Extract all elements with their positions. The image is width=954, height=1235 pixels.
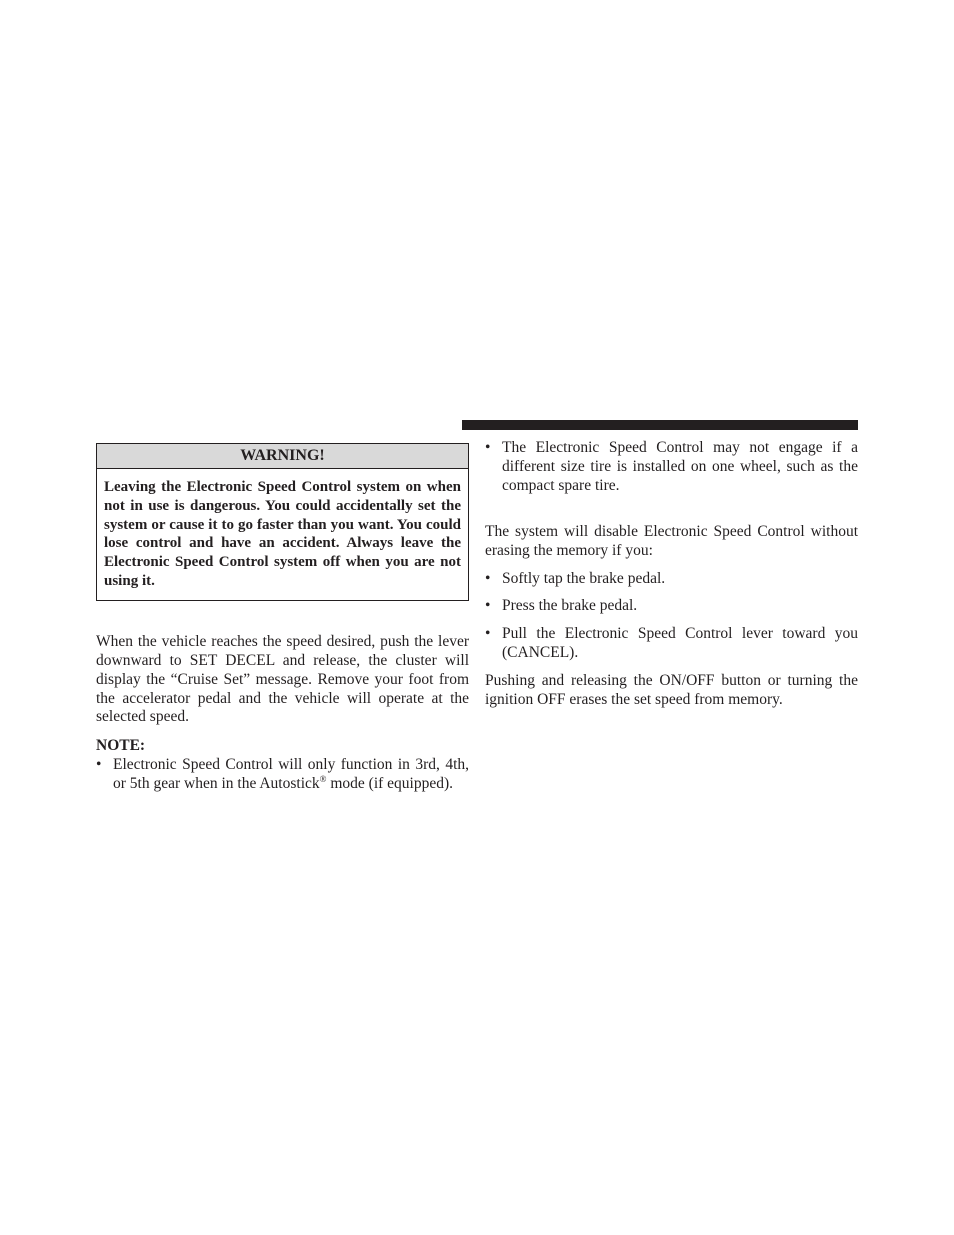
note-bullet-text: Electronic Speed Control will only function in 3rd, 4th, or 5th gear when in the Autostick (113, 756, 469, 793)
tire-note-list (485, 420, 858, 496)
section-rule (462, 420, 858, 430)
disable-list (485, 570, 858, 664)
disable-item-text: Softly tap the brake pedal. (502, 569, 666, 587)
bullet-icon: • (485, 597, 491, 615)
bullet-icon: • (485, 569, 491, 587)
warning-title: WARNING! (97, 444, 468, 469)
set-speed-paragraph: When the vehicle reaches the speed desired, push the lever downward to SET DECEL and release, the cluster will display the “Cruise Set” message. Remove your foot from the accelerator pedal and the vehicle will operate at the selected speed. (96, 632, 469, 726)
warning-text: Leaving the Electronic Speed Control system on when not in use is dangerous. You could accidentally set the system or cause it to go faster than you want. You could lose control and have an accident. Always leave the Electronic Speed Control system off when you are not using it. (104, 479, 461, 589)
list-item (96, 756, 469, 794)
note-bullet-text-end: mode (if equipped). (326, 775, 454, 793)
disable-item-text: Pull the Electronic Speed Control lever toward you (CANCEL). (502, 625, 858, 662)
disable-item-text: Press the brake pedal. (502, 597, 638, 615)
list-item (485, 439, 858, 496)
bullet-icon: • (485, 439, 491, 456)
list-item (485, 570, 858, 589)
disable-intro: The system will disable Electronic Speed Control without erasing the memory if you: (485, 522, 858, 559)
bullet-icon: • (485, 625, 491, 643)
list-item (485, 597, 858, 616)
tire-bullet-text: The Electronic Speed Control may not engage if a different size tire is installed on one wheel, such as the compact spare tire. (502, 439, 858, 494)
registered-mark: ® (319, 773, 327, 784)
list-item (485, 625, 858, 663)
warning-box (96, 443, 469, 601)
left-column (96, 443, 469, 794)
note-label: NOTE: (96, 737, 146, 755)
bullet-icon: • (96, 756, 102, 774)
note-list (96, 756, 469, 794)
closing-paragraph: Pushing and releasing the ON/OFF button or turning the ignition OFF erases the set speed from memory. (485, 672, 858, 709)
right-column (485, 420, 858, 710)
